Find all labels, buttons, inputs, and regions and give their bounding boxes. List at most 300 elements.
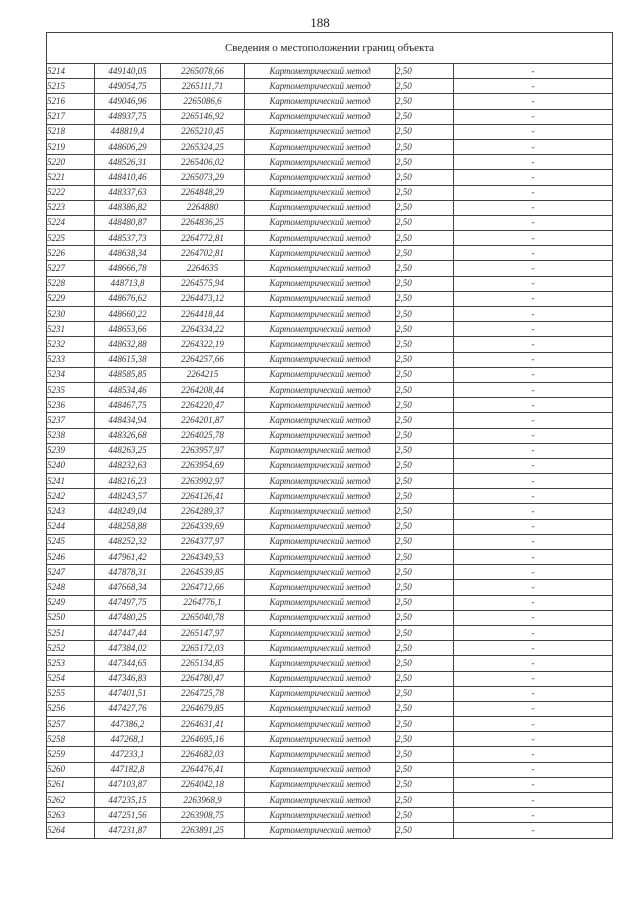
x-coordinate-cell: 448819,4 [95,124,161,139]
table-row [47,641,613,656]
table-row [47,671,613,686]
accuracy-cell: 2,50 [396,79,454,94]
y-coordinate-cell: 2264836,25 [161,215,245,230]
table-row [47,246,613,261]
point-number-cell: 5231 [47,322,95,337]
table-row [47,215,613,230]
x-coordinate-cell: 449046,96 [95,94,161,109]
table-row [47,185,613,200]
method-cell: Картометрический метод [245,413,396,428]
accuracy-cell: 2,50 [396,200,454,215]
y-coordinate-cell: 2265073,29 [161,170,245,185]
accuracy-cell: 2,50 [396,246,454,261]
point-number-cell: 5235 [47,382,95,397]
method-cell: Картометрический метод [245,124,396,139]
method-cell: Картометрический метод [245,534,396,549]
description-cell: - [454,382,613,397]
accuracy-cell: 2,50 [396,565,454,580]
table-row [47,777,613,792]
description-cell: - [454,671,613,686]
method-cell: Картометрический метод [245,747,396,762]
accuracy-cell: 2,50 [396,291,454,306]
x-coordinate-cell: 448434,94 [95,413,161,428]
description-cell: - [454,337,613,352]
method-cell: Картометрический метод [245,550,396,565]
table-row [47,550,613,565]
accuracy-cell: 2,50 [396,458,454,473]
table-row [47,701,613,716]
y-coordinate-cell: 2265210,45 [161,124,245,139]
accuracy-cell: 2,50 [396,276,454,291]
method-cell: Картометрический метод [245,625,396,640]
x-coordinate-cell: 449054,75 [95,79,161,94]
y-coordinate-cell: 2265086,6 [161,94,245,109]
table-row [47,595,613,610]
accuracy-cell: 2,50 [396,580,454,595]
y-coordinate-cell: 2264780,47 [161,671,245,686]
table-row [47,656,613,671]
method-cell: Картометрический метод [245,565,396,580]
x-coordinate-cell: 448326,68 [95,428,161,443]
table-row [47,352,613,367]
description-cell: - [454,352,613,367]
description-cell: - [454,686,613,701]
method-cell: Картометрический метод [245,428,396,443]
method-cell: Картометрический метод [245,777,396,792]
table-row [47,382,613,397]
description-cell: - [454,474,613,489]
description-cell: - [454,550,613,565]
description-cell: - [454,610,613,625]
table-row [47,489,613,504]
x-coordinate-cell: 448337,63 [95,185,161,200]
accuracy-cell: 2,50 [396,641,454,656]
x-coordinate-cell: 448632,88 [95,337,161,352]
table-row [47,747,613,762]
x-coordinate-cell: 448534,46 [95,382,161,397]
description-cell: - [454,777,613,792]
point-number-cell: 5255 [47,686,95,701]
x-coordinate-cell: 448467,75 [95,398,161,413]
method-cell: Картометрический метод [245,610,396,625]
x-coordinate-cell: 447386,2 [95,717,161,732]
accuracy-cell: 2,50 [396,443,454,458]
method-cell: Картометрический метод [245,823,396,838]
y-coordinate-cell: 2264848,29 [161,185,245,200]
table-row [47,534,613,549]
method-cell: Картометрический метод [245,246,396,261]
x-coordinate-cell: 447427,76 [95,701,161,716]
x-coordinate-cell: 448249,04 [95,504,161,519]
accuracy-cell: 2,50 [396,701,454,716]
y-coordinate-cell: 2264215 [161,367,245,382]
y-coordinate-cell: 2263908,75 [161,808,245,823]
accuracy-cell: 2,50 [396,94,454,109]
accuracy-cell: 2,50 [396,625,454,640]
table-row [47,458,613,473]
accuracy-cell: 2,50 [396,382,454,397]
method-cell: Картометрический метод [245,656,396,671]
accuracy-cell: 2,50 [396,261,454,276]
accuracy-cell: 2,50 [396,656,454,671]
y-coordinate-cell: 2264220,47 [161,398,245,413]
table-row [47,504,613,519]
y-coordinate-cell: 2264712,66 [161,580,245,595]
y-coordinate-cell: 2265040,78 [161,610,245,625]
method-cell: Картометрический метод [245,139,396,154]
point-number-cell: 5239 [47,443,95,458]
y-coordinate-cell: 2264418,44 [161,307,245,322]
description-cell: - [454,155,613,170]
point-number-cell: 5253 [47,656,95,671]
accuracy-cell: 2,50 [396,124,454,139]
table-row [47,337,613,352]
method-cell: Картометрический метод [245,231,396,246]
table-row [47,307,613,322]
x-coordinate-cell: 448216,23 [95,474,161,489]
description-cell: - [454,185,613,200]
x-coordinate-cell: 447668,34 [95,580,161,595]
accuracy-cell: 2,50 [396,155,454,170]
point-number-cell: 5260 [47,762,95,777]
table-row [47,367,613,382]
table-row [47,291,613,306]
method-cell: Картометрический метод [245,109,396,124]
y-coordinate-cell: 2263957,97 [161,443,245,458]
x-coordinate-cell: 448263,25 [95,443,161,458]
description-cell: - [454,322,613,337]
point-number-cell: 5219 [47,139,95,154]
y-coordinate-cell: 2264725,78 [161,686,245,701]
description-cell: - [454,94,613,109]
table-row [47,79,613,94]
x-coordinate-cell: 448660,22 [95,307,161,322]
y-coordinate-cell: 2264349,53 [161,550,245,565]
boundary-coordinates-table [46,32,613,839]
x-coordinate-cell: 447231,87 [95,823,161,838]
description-cell: - [454,519,613,534]
accuracy-cell: 2,50 [396,686,454,701]
page-number: 188 [310,15,330,30]
point-number-cell: 5225 [47,231,95,246]
table-row [47,808,613,823]
point-number-cell: 5237 [47,413,95,428]
method-cell: Картометрический метод [245,580,396,595]
method-cell: Картометрический метод [245,276,396,291]
accuracy-cell: 2,50 [396,808,454,823]
y-coordinate-cell: 2264322,19 [161,337,245,352]
point-number-cell: 5243 [47,504,95,519]
table-row [47,170,613,185]
point-number-cell: 5246 [47,550,95,565]
table-row [47,139,613,154]
y-coordinate-cell: 2265134,85 [161,656,245,671]
description-cell: - [454,489,613,504]
accuracy-cell: 2,50 [396,747,454,762]
y-coordinate-cell: 2263992,97 [161,474,245,489]
method-cell: Картометрический метод [245,717,396,732]
accuracy-cell: 2,50 [396,64,454,79]
description-cell: - [454,398,613,413]
table-row [47,322,613,337]
method-cell: Картометрический метод [245,762,396,777]
method-cell: Картометрический метод [245,155,396,170]
description-cell: - [454,656,613,671]
table-row [47,64,613,79]
x-coordinate-cell: 448713,8 [95,276,161,291]
y-coordinate-cell: 2264208,44 [161,382,245,397]
point-number-cell: 5216 [47,94,95,109]
x-coordinate-cell: 448638,34 [95,246,161,261]
description-cell: - [454,428,613,443]
x-coordinate-cell: 448243,57 [95,489,161,504]
description-cell: - [454,124,613,139]
description-cell: - [454,717,613,732]
description-cell: - [454,641,613,656]
accuracy-cell: 2,50 [396,337,454,352]
description-cell: - [454,625,613,640]
method-cell: Картометрический метод [245,215,396,230]
method-cell: Картометрический метод [245,489,396,504]
point-number-cell: 5247 [47,565,95,580]
accuracy-cell: 2,50 [396,732,454,747]
table-row [47,474,613,489]
accuracy-cell: 2,50 [396,793,454,808]
accuracy-cell: 2,50 [396,595,454,610]
y-coordinate-cell: 2263954,69 [161,458,245,473]
point-number-cell: 5221 [47,170,95,185]
y-coordinate-cell: 2264695,16 [161,732,245,747]
y-coordinate-cell: 2264377,97 [161,534,245,549]
method-cell: Картометрический метод [245,671,396,686]
description-cell: - [454,701,613,716]
point-number-cell: 5258 [47,732,95,747]
y-coordinate-cell: 2264025,78 [161,428,245,443]
accuracy-cell: 2,50 [396,717,454,732]
point-number-cell: 5249 [47,595,95,610]
accuracy-cell: 2,50 [396,550,454,565]
point-number-cell: 5250 [47,610,95,625]
point-number-cell: 5232 [47,337,95,352]
description-cell: - [454,443,613,458]
x-coordinate-cell: 447182,8 [95,762,161,777]
description-cell: - [454,261,613,276]
accuracy-cell: 2,50 [396,777,454,792]
method-cell: Картометрический метод [245,793,396,808]
x-coordinate-cell: 448232,63 [95,458,161,473]
table-row [47,625,613,640]
description-cell: - [454,109,613,124]
table-row [47,580,613,595]
x-coordinate-cell: 447235,15 [95,793,161,808]
description-cell: - [454,534,613,549]
description-cell: - [454,580,613,595]
point-number-cell: 5224 [47,215,95,230]
method-cell: Картометрический метод [245,185,396,200]
accuracy-cell: 2,50 [396,534,454,549]
point-number-cell: 5254 [47,671,95,686]
description-cell: - [454,762,613,777]
table-title: Сведения о местоположении границ объекта [47,33,613,64]
table-row [47,717,613,732]
table-row [47,686,613,701]
table-row [47,109,613,124]
y-coordinate-cell: 2264201,87 [161,413,245,428]
description-cell: - [454,504,613,519]
x-coordinate-cell: 448676,62 [95,291,161,306]
y-coordinate-cell: 2264575,94 [161,276,245,291]
x-coordinate-cell: 448526,31 [95,155,161,170]
accuracy-cell: 2,50 [396,109,454,124]
accuracy-cell: 2,50 [396,307,454,322]
point-number-cell: 5251 [47,625,95,640]
x-coordinate-cell: 448585,85 [95,367,161,382]
point-number-cell: 5256 [47,701,95,716]
table-row [47,565,613,580]
accuracy-cell: 2,50 [396,139,454,154]
x-coordinate-cell: 448386,82 [95,200,161,215]
method-cell: Картометрический метод [245,458,396,473]
y-coordinate-cell: 2265147,97 [161,625,245,640]
method-cell: Картометрический метод [245,701,396,716]
accuracy-cell: 2,50 [396,398,454,413]
method-cell: Картометрический метод [245,322,396,337]
accuracy-cell: 2,50 [396,367,454,382]
method-cell: Картометрический метод [245,443,396,458]
description-cell: - [454,246,613,261]
table-row [47,124,613,139]
accuracy-cell: 2,50 [396,428,454,443]
y-coordinate-cell: 2264679,85 [161,701,245,716]
method-cell: Картометрический метод [245,261,396,276]
point-number-cell: 5264 [47,823,95,838]
y-coordinate-cell: 2264702,81 [161,246,245,261]
description-cell: - [454,458,613,473]
y-coordinate-cell: 2263968,9 [161,793,245,808]
table-row [47,732,613,747]
table-row [47,276,613,291]
x-coordinate-cell: 448480,87 [95,215,161,230]
description-cell: - [454,732,613,747]
accuracy-cell: 2,50 [396,185,454,200]
x-coordinate-cell: 447344,65 [95,656,161,671]
x-coordinate-cell: 447447,44 [95,625,161,640]
method-cell: Картометрический метод [245,686,396,701]
method-cell: Картометрический метод [245,641,396,656]
description-cell: - [454,823,613,838]
method-cell: Картометрический метод [245,170,396,185]
description-cell: - [454,79,613,94]
table-row [47,413,613,428]
accuracy-cell: 2,50 [396,671,454,686]
y-coordinate-cell: 2264776,1 [161,595,245,610]
method-cell: Картометрический метод [245,337,396,352]
x-coordinate-cell: 448410,46 [95,170,161,185]
x-coordinate-cell: 448258,88 [95,519,161,534]
point-number-cell: 5230 [47,307,95,322]
point-number-cell: 5215 [47,79,95,94]
method-cell: Картометрический метод [245,367,396,382]
description-cell: - [454,139,613,154]
accuracy-cell: 2,50 [396,413,454,428]
method-cell: Картометрический метод [245,307,396,322]
method-cell: Картометрический метод [245,94,396,109]
point-number-cell: 5261 [47,777,95,792]
description-cell: - [454,565,613,580]
table-row [47,398,613,413]
accuracy-cell: 2,50 [396,322,454,337]
method-cell: Картометрический метод [245,808,396,823]
point-number-cell: 5248 [47,580,95,595]
table-row [47,231,613,246]
x-coordinate-cell: 447480,25 [95,610,161,625]
y-coordinate-cell: 2265078,66 [161,64,245,79]
method-cell: Картометрический метод [245,504,396,519]
point-number-cell: 5233 [47,352,95,367]
y-coordinate-cell: 2265111,71 [161,79,245,94]
point-number-cell: 5262 [47,793,95,808]
accuracy-cell: 2,50 [396,231,454,246]
x-coordinate-cell: 447878,31 [95,565,161,580]
table-row [47,793,613,808]
point-number-cell: 5245 [47,534,95,549]
y-coordinate-cell: 2264476,41 [161,762,245,777]
method-cell: Картометрический метод [245,64,396,79]
point-number-cell: 5228 [47,276,95,291]
x-coordinate-cell: 448537,73 [95,231,161,246]
accuracy-cell: 2,50 [396,489,454,504]
table-row [47,823,613,838]
x-coordinate-cell: 448937,75 [95,109,161,124]
accuracy-cell: 2,50 [396,610,454,625]
table-row [47,762,613,777]
x-coordinate-cell: 447233,1 [95,747,161,762]
table-row [47,519,613,534]
description-cell: - [454,307,613,322]
table-row [47,428,613,443]
y-coordinate-cell: 2265172,03 [161,641,245,656]
y-coordinate-cell: 2263891,25 [161,823,245,838]
y-coordinate-cell: 2264631,41 [161,717,245,732]
description-cell: - [454,808,613,823]
point-number-cell: 5242 [47,489,95,504]
x-coordinate-cell: 447251,56 [95,808,161,823]
table-row [47,261,613,276]
y-coordinate-cell: 2264257,66 [161,352,245,367]
x-coordinate-cell: 449140,05 [95,64,161,79]
table-row [47,200,613,215]
y-coordinate-cell: 2264289,37 [161,504,245,519]
y-coordinate-cell: 2264126,41 [161,489,245,504]
table-row [47,94,613,109]
table-row [47,610,613,625]
description-cell: - [454,291,613,306]
x-coordinate-cell: 447497,75 [95,595,161,610]
point-number-cell: 5259 [47,747,95,762]
table-row [47,155,613,170]
description-cell: - [454,413,613,428]
accuracy-cell: 2,50 [396,474,454,489]
x-coordinate-cell: 448252,32 [95,534,161,549]
method-cell: Картометрический метод [245,200,396,215]
description-cell: - [454,200,613,215]
x-coordinate-cell: 447401,51 [95,686,161,701]
y-coordinate-cell: 2264635 [161,261,245,276]
accuracy-cell: 2,50 [396,823,454,838]
point-number-cell: 5222 [47,185,95,200]
y-coordinate-cell: 2265146,92 [161,109,245,124]
x-coordinate-cell: 448606,29 [95,139,161,154]
